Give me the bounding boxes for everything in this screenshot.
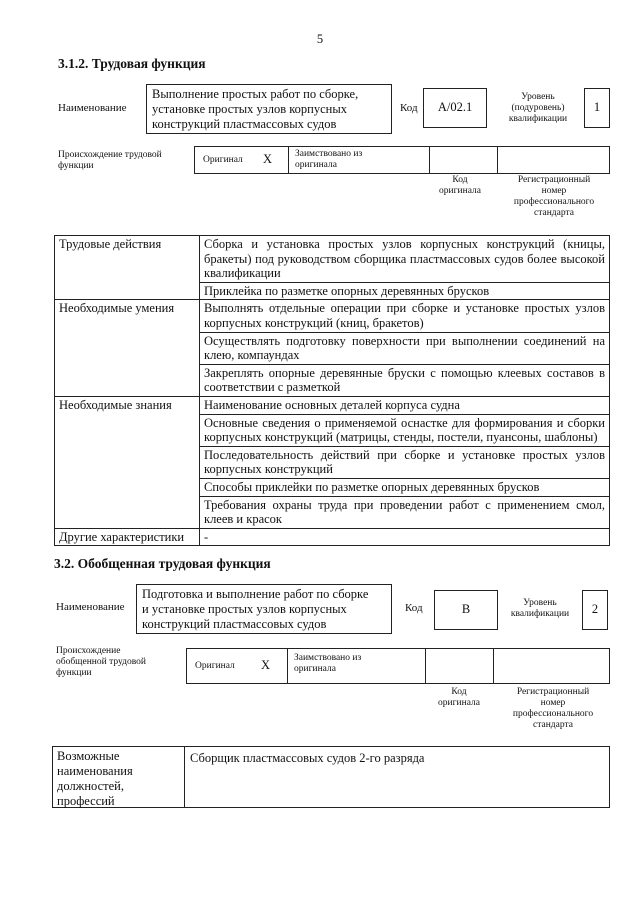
function-name-line: Выполнение простых работ по сборке, (152, 87, 359, 101)
original-checkmark: X (261, 658, 271, 672)
origin-label (58, 150, 162, 172)
generalized-function-name-box (136, 584, 392, 634)
divider (429, 147, 430, 173)
function-name-line: Подготовка и выполнение работ по сборке (142, 587, 369, 601)
caption-line: Регистрационный (516, 687, 590, 697)
table-cell: Выполнять отдельные операции при сборке и установке простых узлов корпусных конструкций (книц, бракетов) (200, 300, 610, 332)
function-name-box (146, 84, 392, 134)
table-cell: Основные сведения о применяемой оснастке для формирования и сборки корпусных конструкций (матрицы, стенды, постели, пуансоны, шаблоны) (200, 414, 610, 446)
qualification-level-label (500, 598, 580, 620)
caption-line: Код (451, 687, 467, 697)
possible-job-titles-label (57, 749, 181, 809)
possible-job-titles-table (52, 746, 610, 808)
level-label-line: Уровень (521, 92, 555, 102)
caption-line: оригинала (438, 698, 480, 708)
function-name-line: установке простых узлов корпусных (152, 102, 347, 116)
code-label: Код (405, 602, 423, 614)
origin-label-line: обобщенной трудовой (56, 657, 146, 667)
caption-line: оригинала (439, 186, 481, 196)
label-line: Возможные (57, 749, 120, 763)
label-line: профессий (57, 794, 115, 808)
labor-function-table (54, 235, 610, 546)
section-heading-3-2: 3.2. Обобщенная трудовая функция (54, 556, 271, 571)
borrowed-label-line: оригинала (294, 664, 336, 674)
name-label: Наименование (58, 102, 127, 114)
caption-line: Код (452, 175, 468, 185)
origin-label-line: Происхождение (56, 646, 121, 656)
origin-label-line: функции (58, 161, 94, 171)
other-characteristics-label: Другие характеристики (55, 528, 200, 546)
caption-line: профессионального (512, 709, 594, 719)
page-number: 5 (316, 32, 324, 46)
caption-line: стандарта (534, 208, 574, 218)
caption-line: номер (541, 186, 567, 196)
divider (184, 747, 185, 807)
table-row (55, 300, 610, 332)
original-code-caption (425, 175, 495, 197)
table-row (55, 236, 610, 283)
borrowed-label (294, 653, 361, 675)
caption-line: номер (540, 698, 566, 708)
label-line: должностей, (57, 779, 124, 793)
code-value-box: А/02.1 (423, 88, 487, 128)
code-value-box: В (434, 590, 498, 630)
table-cell: Наименование основных деталей корпуса судна (200, 396, 610, 414)
origin-row (194, 146, 610, 174)
table-cell: Последовательность действий при сборке и установке простых узлов корпусных конструкций (200, 446, 610, 478)
origin-label (56, 646, 146, 679)
caption-line: Регистрационный (517, 175, 591, 185)
origin-label-line: Происхождение трудовой (58, 150, 162, 160)
qualification-level-box: 1 (584, 88, 610, 128)
level-label-line: квалификации (510, 609, 570, 619)
level-label-line: Уровень (523, 598, 557, 608)
borrowed-label-line: Заимствовано из (295, 149, 363, 159)
original-checkmark: X (263, 152, 273, 166)
table-cell: Закреплять опорные деревянные бруски с помощью клеевых составов в соответствии с разметкой (200, 364, 610, 396)
borrowed-label-line: оригинала (295, 160, 337, 170)
original-label: Оригинал (195, 661, 235, 671)
function-name-line: конструкций пластмассовых судов (152, 117, 337, 131)
divider (497, 147, 498, 173)
divider (287, 649, 288, 683)
divider (493, 649, 494, 683)
qualification-level-label (496, 92, 580, 125)
level-label-line: (подуровень) (511, 103, 565, 113)
original-label: Оригинал (203, 155, 243, 165)
level-label-line: квалификации (508, 114, 568, 124)
origin-label-line: функции (56, 668, 92, 678)
function-name-line: конструкций пластмассовых судов (142, 617, 327, 631)
divider (425, 649, 426, 683)
origin-row (186, 648, 610, 684)
job-title-value: Сборщик пластмассовых судов 2-го разряда (190, 751, 425, 765)
borrowed-label (295, 149, 362, 171)
caption-line: стандарта (533, 720, 573, 730)
knowledge-label: Необходимые знания (55, 396, 200, 528)
table-cell: Приклейка по разметке опорных деревянных брусков (200, 282, 610, 300)
caption-line: профессионального (513, 197, 595, 207)
qualification-level-box: 2 (582, 590, 608, 630)
divider (288, 147, 289, 173)
name-label: Наименование (56, 601, 125, 613)
registration-number-caption (496, 687, 610, 731)
label-line: наименования (57, 764, 133, 778)
table-row (55, 396, 610, 414)
skills-label: Необходимые умения (55, 300, 200, 397)
section-heading-3-1-2: 3.1.2. Трудовая функция (58, 56, 206, 71)
table-cell: - (200, 528, 610, 546)
code-label: Код (400, 102, 418, 114)
registration-number-caption (498, 175, 610, 219)
table-cell: Осуществлять подготовку поверхности при выполнении соединений на клею, компаундах (200, 332, 610, 364)
table-row (55, 528, 610, 546)
original-code-caption (424, 687, 494, 709)
borrowed-label-line: Заимствовано из (294, 653, 362, 663)
table-cell: Требования охраны труда при проведении работ с применением смол, клеев и красок (200, 496, 610, 528)
labor-actions-label: Трудовые действия (55, 236, 200, 300)
table-cell: Сборка и установка простых узлов корпусных конструкций (кницы, бракеты) под руководством сборщика пластмассовых судов более высокой квалификации (200, 236, 610, 283)
function-name-line: и установке простых узлов корпусных (142, 602, 347, 616)
table-cell: Способы приклейки по разметке опорных деревянных брусков (200, 478, 610, 496)
